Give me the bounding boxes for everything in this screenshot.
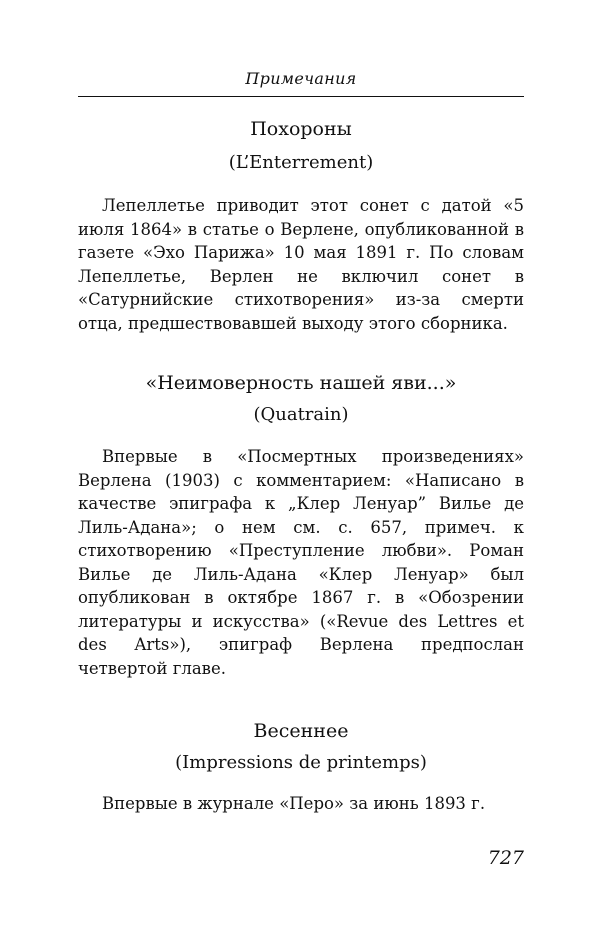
note-section-1 (78, 116, 524, 335)
note-section-2 (78, 370, 524, 680)
book-page (78, 68, 524, 908)
header-rule (78, 96, 524, 97)
section-body: Впервые в журнале «Перо» за июнь 1893 г. (102, 794, 486, 813)
section-subtitle: (L’Enterrement) (228, 152, 374, 173)
section-subtitle: (Impressions de printemps) (175, 752, 427, 773)
running-head: Примечания (245, 69, 357, 88)
section-title: Похороны (250, 118, 352, 140)
section-subtitle: (Quatrain) (253, 404, 349, 425)
page-number: 727 (487, 847, 524, 869)
section-body: Лепеллетье приводит этот сонет с датой «5 июля 1864» в статье о Верлене, опубликованной в газете «Эхо Парижа» 10 мая 1891 г. По словам Лепеллетье, Верлен не включил сонет в «Сатурнийские стихотворения» из-за смерти отца, предшествовавшей выходу этого сборника. (78, 196, 524, 333)
section-title: «Неимоверность нашей яви...» (145, 372, 457, 394)
section-body: Впервые в «Посмертных произведениях» Верлена (1903) с комментарием: «Написано в качестве эпиграфа к „Клер Ленуар” Вилье де Лиль-Адана»; о нем см. с. 657, примеч. к стихотворению «Преступление любви». Роман Вилье де Лиль-Адана «Клер Ленуар» был опубликован в октябре 1867 г. в «Обозрении литературы и искусства» («Revue des Lettres et des Arts»), эпиграф Верлена предпослан четвертой главе. (78, 447, 524, 678)
section-title: Весеннее (253, 720, 349, 742)
note-section-3 (78, 718, 524, 816)
